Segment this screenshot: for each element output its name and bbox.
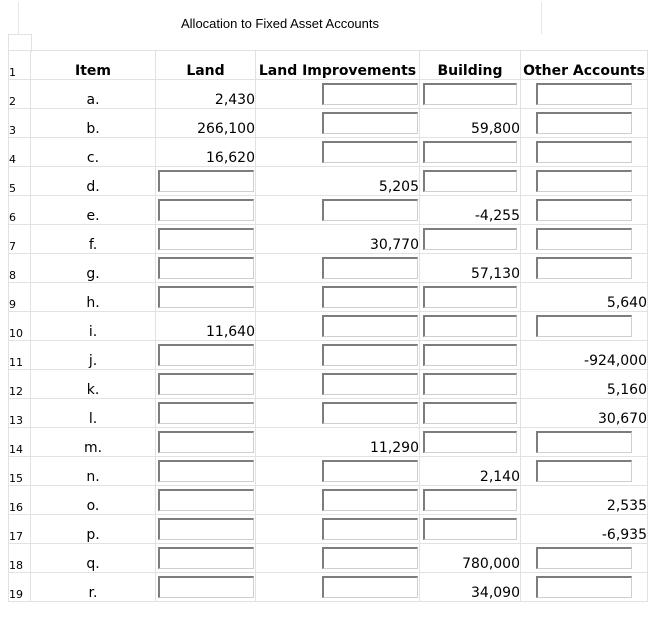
item-label: p. <box>31 515 156 544</box>
land-input[interactable] <box>158 431 254 453</box>
land-improvements-input[interactable] <box>322 83 418 105</box>
item-label: o. <box>31 486 156 515</box>
item-label: e. <box>31 196 156 225</box>
land-input[interactable] <box>158 344 254 366</box>
header-row <box>9 51 648 80</box>
land-input[interactable] <box>158 402 254 424</box>
other-accounts-input[interactable] <box>536 199 632 221</box>
land-improvements-cell <box>256 370 420 399</box>
item-label: g. <box>31 254 156 283</box>
land-cell <box>156 370 256 399</box>
row-number: 18 <box>9 544 31 573</box>
land-input[interactable] <box>158 199 254 221</box>
land-value: 266,100 <box>156 109 256 138</box>
land-value: 2,430 <box>156 80 256 109</box>
land-input[interactable] <box>158 489 254 511</box>
table-row <box>9 515 648 544</box>
item-label: j. <box>31 341 156 370</box>
table-row <box>9 312 648 341</box>
land-improvements-cell <box>256 457 420 486</box>
other-accounts-input[interactable] <box>536 112 632 134</box>
row-number: 4 <box>9 138 31 167</box>
item-label: q. <box>31 544 156 573</box>
land-improvements-input[interactable] <box>322 344 418 366</box>
table-row <box>9 573 648 602</box>
land-improvements-cell <box>256 138 420 167</box>
other-accounts-input[interactable] <box>536 170 632 192</box>
land-cell <box>156 544 256 573</box>
other-accounts-cell <box>521 167 648 196</box>
land-improvements-cell <box>256 515 420 544</box>
building-input[interactable] <box>423 141 517 163</box>
other-accounts-input[interactable] <box>536 83 632 105</box>
other-accounts-cell <box>521 80 648 109</box>
other-accounts-value: -924,000 <box>521 341 648 370</box>
land-improvements-cell <box>256 283 420 312</box>
table-row <box>9 486 648 515</box>
land-improvements-cell <box>256 196 420 225</box>
table-row <box>9 341 648 370</box>
table-row <box>9 167 648 196</box>
row-number: 15 <box>9 457 31 486</box>
land-improvements-input[interactable] <box>322 576 418 598</box>
row-number: 2 <box>9 80 31 109</box>
building-input[interactable] <box>423 170 517 192</box>
table-row <box>9 283 648 312</box>
row-number: 17 <box>9 515 31 544</box>
building-value: 2,140 <box>420 457 521 486</box>
land-input[interactable] <box>158 547 254 569</box>
other-accounts-input[interactable] <box>536 431 632 453</box>
row-number: 19 <box>9 573 31 602</box>
other-accounts-value: 5,160 <box>521 370 648 399</box>
land-improvements-input[interactable] <box>322 286 418 308</box>
table-row <box>9 254 648 283</box>
land-input[interactable] <box>158 286 254 308</box>
land-improvements-input[interactable] <box>322 199 418 221</box>
row-number: 9 <box>9 283 31 312</box>
other-accounts-input[interactable] <box>536 315 632 337</box>
row-number: 3 <box>9 109 31 138</box>
title-bar <box>18 2 542 34</box>
land-improvements-cell <box>256 312 420 341</box>
land-cell <box>156 515 256 544</box>
header-other-accounts: Other Accounts <box>521 51 648 80</box>
other-accounts-value: -6,935 <box>521 515 648 544</box>
table-row <box>9 138 648 167</box>
other-accounts-input[interactable] <box>536 228 632 250</box>
land-input[interactable] <box>158 460 254 482</box>
building-cell <box>420 283 521 312</box>
table-row <box>9 399 648 428</box>
table-row <box>9 457 648 486</box>
land-input[interactable] <box>158 518 254 540</box>
item-label: a. <box>31 80 156 109</box>
land-improvements-input[interactable] <box>322 315 418 337</box>
other-accounts-cell <box>521 225 648 254</box>
item-label: i. <box>31 312 156 341</box>
other-accounts-input[interactable] <box>536 547 632 569</box>
table-row <box>9 225 648 254</box>
item-label: k. <box>31 370 156 399</box>
item-label: m. <box>31 428 156 457</box>
building-input[interactable] <box>423 315 517 337</box>
row-number: 6 <box>9 196 31 225</box>
building-cell <box>420 370 521 399</box>
building-input[interactable] <box>423 373 517 395</box>
land-cell <box>156 225 256 254</box>
land-improvements-input[interactable] <box>322 112 418 134</box>
item-label: n. <box>31 457 156 486</box>
item-label: l. <box>31 399 156 428</box>
other-accounts-value: 5,640 <box>521 283 648 312</box>
header-land-improvements: Land Improvements <box>256 51 420 80</box>
item-label: c. <box>31 138 156 167</box>
building-input[interactable] <box>423 83 517 105</box>
land-improvements-input[interactable] <box>322 373 418 395</box>
land-improvements-cell <box>256 544 420 573</box>
building-input[interactable] <box>423 431 517 453</box>
land-improvements-input[interactable] <box>322 402 418 424</box>
row-number: 16 <box>9 486 31 515</box>
land-improvements-cell <box>256 399 420 428</box>
header-building: Building <box>420 51 521 80</box>
row-number: 12 <box>9 370 31 399</box>
building-input[interactable] <box>423 489 517 511</box>
land-cell <box>156 399 256 428</box>
land-input[interactable] <box>158 257 254 279</box>
building-value: 57,130 <box>420 254 521 283</box>
other-accounts-value: 2,535 <box>521 486 648 515</box>
land-value: 16,620 <box>156 138 256 167</box>
land-cell <box>156 573 256 602</box>
other-accounts-cell <box>521 573 648 602</box>
land-improvements-value: 11,290 <box>256 428 420 457</box>
other-accounts-cell <box>521 109 648 138</box>
row-number: 14 <box>9 428 31 457</box>
land-improvements-cell <box>256 573 420 602</box>
table-row <box>9 370 648 399</box>
header-land: Land <box>156 51 256 80</box>
item-label: b. <box>31 109 156 138</box>
land-improvements-input[interactable] <box>322 141 418 163</box>
row-number: 11 <box>9 341 31 370</box>
building-input[interactable] <box>423 228 517 250</box>
land-value: 11,640 <box>156 312 256 341</box>
building-value: -4,255 <box>420 196 521 225</box>
table-row <box>9 80 648 109</box>
land-input[interactable] <box>158 170 254 192</box>
building-value: 34,090 <box>420 573 521 602</box>
land-improvements-cell <box>256 341 420 370</box>
row-number: 7 <box>9 225 31 254</box>
table-row <box>9 544 648 573</box>
building-input[interactable] <box>423 344 517 366</box>
other-accounts-cell <box>521 138 648 167</box>
allocation-table <box>8 50 648 602</box>
row-number: 5 <box>9 167 31 196</box>
other-accounts-input[interactable] <box>536 257 632 279</box>
land-input[interactable] <box>158 373 254 395</box>
item-label: d. <box>31 167 156 196</box>
table-row <box>9 109 648 138</box>
land-cell <box>156 283 256 312</box>
row-number: 8 <box>9 254 31 283</box>
land-improvements-cell <box>256 80 420 109</box>
land-cell <box>156 486 256 515</box>
sheet-title: Allocation to Fixed Asset Accounts <box>181 16 379 31</box>
row-number: 13 <box>9 399 31 428</box>
other-accounts-cell <box>521 428 648 457</box>
land-cell <box>156 167 256 196</box>
building-cell <box>420 138 521 167</box>
other-accounts-input[interactable] <box>536 460 632 482</box>
other-accounts-cell <box>521 254 648 283</box>
land-input[interactable] <box>158 228 254 250</box>
building-cell <box>420 80 521 109</box>
building-cell <box>420 225 521 254</box>
table-row <box>9 196 648 225</box>
building-cell <box>420 167 521 196</box>
other-accounts-input[interactable] <box>536 576 632 598</box>
other-accounts-cell <box>521 312 648 341</box>
other-accounts-value: 30,670 <box>521 399 648 428</box>
item-label: h. <box>31 283 156 312</box>
building-value: 59,800 <box>420 109 521 138</box>
land-improvements-value: 5,205 <box>256 167 420 196</box>
land-improvements-cell <box>256 254 420 283</box>
building-cell <box>420 312 521 341</box>
land-cell <box>156 341 256 370</box>
other-accounts-cell <box>521 544 648 573</box>
land-cell <box>156 196 256 225</box>
land-improvements-value: 30,770 <box>256 225 420 254</box>
land-improvements-input[interactable] <box>322 460 418 482</box>
land-improvements-input[interactable] <box>322 489 418 511</box>
building-value: 780,000 <box>420 544 521 573</box>
land-cell <box>156 428 256 457</box>
land-improvements-input[interactable] <box>322 257 418 279</box>
building-input[interactable] <box>423 286 517 308</box>
land-input[interactable] <box>158 576 254 598</box>
item-label: r. <box>31 573 156 602</box>
building-cell <box>420 486 521 515</box>
land-improvements-cell <box>256 109 420 138</box>
building-input[interactable] <box>423 402 517 424</box>
building-cell <box>420 428 521 457</box>
other-accounts-input[interactable] <box>536 141 632 163</box>
building-input[interactable] <box>423 518 517 540</box>
land-improvements-cell <box>256 486 420 515</box>
land-cell <box>156 254 256 283</box>
row-number: 1 <box>9 51 31 80</box>
building-cell <box>420 341 521 370</box>
table-row <box>9 428 648 457</box>
row-number: 10 <box>9 312 31 341</box>
land-improvements-input[interactable] <box>322 518 418 540</box>
other-accounts-cell <box>521 196 648 225</box>
item-label: f. <box>31 225 156 254</box>
land-cell <box>156 457 256 486</box>
header-item: Item <box>31 51 156 80</box>
building-cell <box>420 515 521 544</box>
building-cell <box>420 399 521 428</box>
land-improvements-input[interactable] <box>322 547 418 569</box>
other-accounts-cell <box>521 457 648 486</box>
